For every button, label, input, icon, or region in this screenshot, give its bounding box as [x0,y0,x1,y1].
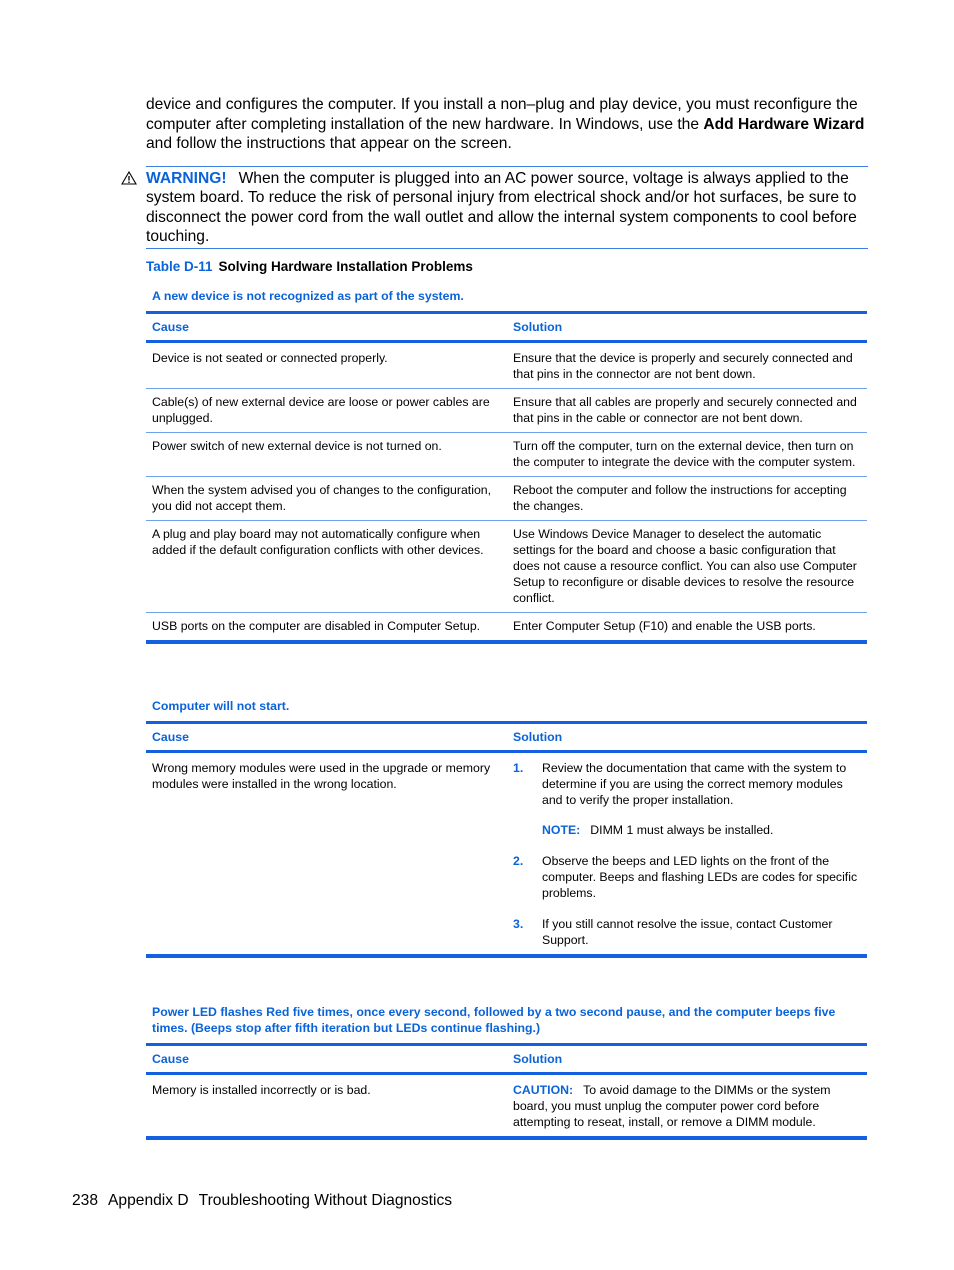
cause-cell: USB ports on the computer are disabled in Computer Setup. [152,619,481,633]
cause-cell: Power switch of new external device is not turned on. [152,439,442,453]
cause-cell: Wrong memory modules were used in the upgrade or memory modules were installed in the wrong location. [152,761,491,791]
solution-cell: Ensure that the device is properly and securely connected and that pins in the connector are not bent down. [513,351,853,381]
cause-header: Cause [152,1052,189,1066]
table-row [146,389,867,433]
step-number: 1. [513,761,524,775]
table-row [146,433,867,477]
list-item [513,760,861,838]
table-row [146,477,867,521]
step-text: Review the documentation that came with the system to determine if you are using the correct memory modules and to verify the proper installation. [542,761,847,807]
warning-box [146,166,868,249]
cause-header: Cause [152,320,189,334]
table-row [146,343,867,389]
intro-text-end: and follow the instructions that appear on the screen. [146,135,512,152]
cause-cell: Device is not seated or connected properly. [152,351,388,365]
solution-header: Solution [513,730,563,744]
note-label: NOTE: [542,823,581,837]
warning-text: When the computer is plugged into an AC power source, voltage is always applied to the system board. To reduce the risk of personal injury from electrical shock and/or hot surfaces, be sure to disconnect the power cord from the wall outlet and allow the internal system components to cool before touching. [146,170,857,245]
table-header [146,311,867,343]
table-row [146,1075,867,1140]
table-computer-will-not-start [146,698,867,958]
step-text: If you still cannot resolve the issue, contact Customer Support. [542,917,833,947]
step-number: 2. [513,854,524,868]
solution-cell: Ensure that all cables are properly and securely connected and that pins in the cable or connector are not bent down. [513,395,857,425]
cause-cell: When the system advised you of changes to the configuration, you did not accept them. [152,483,492,513]
intro-text: device and configures the computer. If you install a non–plug and play device, you must reconfigure the computer after completing installation of the new hardware. In Windows, use the [146,96,858,133]
solution-cell [507,1082,867,1130]
list-item [513,853,861,901]
table-power-led-flashes [146,1004,867,1140]
table-row [146,753,867,958]
caution-text: To avoid damage to the DIMMs or the system board, you must unplug the computer power cord before attempting to reseat, install, or remove a DIMM module. [513,1083,831,1129]
page-number: 238 [72,1192,99,1209]
table-row [146,613,867,644]
cause-cell: Memory is installed incorrectly or is bad. [152,1083,371,1097]
table-number: Table D-11 [146,259,213,274]
section-title: Computer will not start. [152,699,290,713]
solution-header: Solution [513,1052,563,1066]
list-item [513,916,861,948]
solution-cell [507,760,867,948]
add-hardware-wizard-term: Add Hardware Wizard [703,115,865,133]
table-new-device [146,288,867,644]
table-title: Solving Hardware Installation Problems [218,259,473,274]
step-number: 3. [513,917,524,931]
section-title: Power LED flashes Red five times, once every second, followed by a two second pause, and the computer beeps five times. (Beeps stop after fifth iteration but LEDs continue flashing.) [152,1005,836,1035]
solution-cell: Reboot the computer and follow the instructions for accepting the changes. [513,483,847,513]
solution-header: Solution [513,320,563,334]
solution-cell: Turn off the computer, turn on the external device, then turn on the computer to integrate the device with the computer system. [513,439,856,469]
footer-title: Troubleshooting Without Diagnostics [198,1192,453,1209]
footer-section: Appendix D [108,1192,189,1209]
table-header [146,1043,867,1075]
table-row [146,521,867,613]
intro-paragraph [146,95,868,154]
note-text: DIMM 1 must always be installed. [590,823,774,837]
section-title: A new device is not recognized as part of the system. [152,289,464,303]
page-footer [72,1192,462,1210]
caution-label: CAUTION: [513,1083,574,1097]
step-text: Observe the beeps and LED lights on the front of the computer. Beeps and flashing LEDs are codes for specific problems. [542,854,858,900]
cause-cell: A plug and play board may not automatically configure when added if the default configuration conflicts with other devices. [152,527,484,557]
warning-triangle-icon [121,171,137,190]
table-caption [146,259,473,274]
cause-cell: Cable(s) of new external device are loose or power cables are unplugged. [152,395,490,425]
solution-steps [513,760,861,948]
cause-header: Cause [152,730,189,744]
table-header [146,721,867,753]
note [542,822,861,838]
solution-cell: Enter Computer Setup (F10) and enable the USB ports. [513,619,816,633]
warning-label: WARNING! [146,170,227,187]
solution-cell: Use Windows Device Manager to deselect the automatic settings for the board and choose a basic configuration that does not cause a resource conflict. You can also use Computer Setup to reconfigure or disable devices to resolve the resource conflict. [513,527,857,605]
